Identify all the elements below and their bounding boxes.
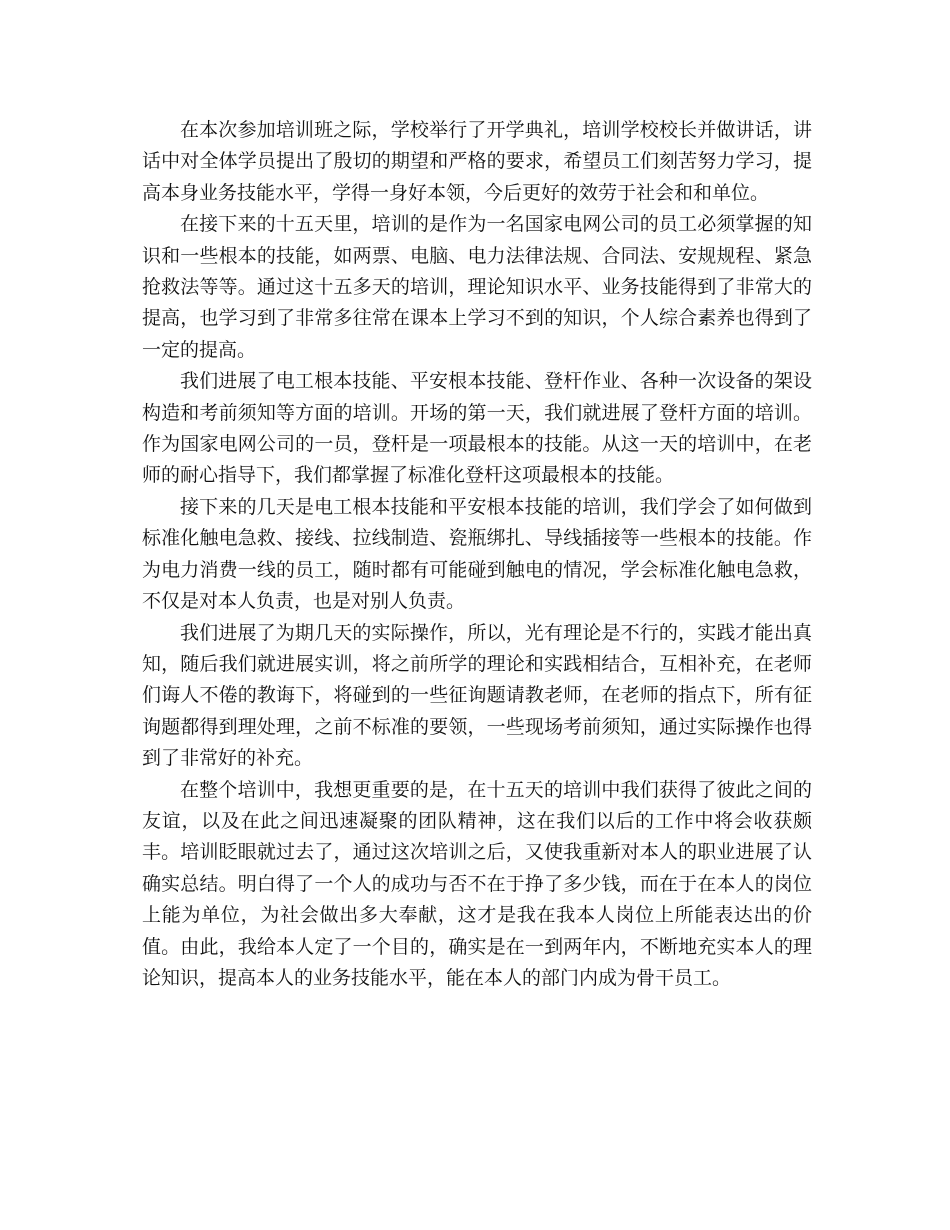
paragraph-basic-skills: 接下来的几天是电工根本技能和平安根本技能的培训，我们学会了如何做到标准化触电急救、接线、拉线制造、瓷瓶绑扎、导线插接等一些根本的技能。作为电力消费一线的员工，随时都有可能碰到触电的情况，学会标准化触电急救，不仅是对本人负责，也是对别人负责。: [142, 495, 812, 613]
paragraph-opening-ceremony: 在本次参加培训班之际，学校举行了开学典礼，培训学校校长并做讲话，讲话中对全体学员提出了殷切的期望和严格的要求，希望员工们刻苦努力学习，提高本身业务技能水平，学得一身好本领，今后更好的效劳于社会和和单位。: [142, 119, 812, 204]
paragraph-pole-climbing: 我们进展了电工根本技能、平安根本技能、登杆作业、各种一次设备的架设构造和考前须知等方面的培训。开场的第一天，我们就进展了登杆方面的培训。作为国家电网公司的一员，登杆是一项最根本的技能。从这一天的培训中，在老师的耐心指导下，我们都掌握了标准化登杆这项最根本的技能。: [142, 370, 812, 487]
paragraph-practical-operation: 我们进展了为期几天的实际操作，所以，光有理论是不行的，实践才能出真知，随后我们就进展实训，将之前所学的理论和实践相结合，互相补充，在老师们诲人不倦的教诲下，将碰到的一些征询题请教老师，在老师的指点下，所有征询题都得到理处理，之前不标准的要领，一些现场考前须知，通过实际操作也得到了非常好的补充。: [142, 621, 812, 770]
paragraph-fifteen-days: 在接下来的十五天里，培训的是作为一名国家电网公司的员工必须掌握的知识和一些根本的技能，如两票、电脑、电力法律法规、合同法、安规规程、紧急抢救法等等。通过这十五多天的培训，理论知识水平、业务技能得到了非常大的提高，也学习到了非常多往常在课本上学习不到的知识，个人综合素养也得到了一定的提高。: [142, 213, 812, 361]
document-body: [142, 115, 812, 994]
paragraph-conclusion: 在整个培训中，我想更重要的是，在十五天的培训中我们获得了彼此之间的友谊，以及在此之间迅速凝聚的团队精神，这在我们以后的工作中将会收获颇丰。培训眨眼就过去了，通过这次培训之后，又使我重新对本人的职业进展了认确实总结。明白得了一个人的成功与否不在于挣了多少钱，而在于在本人的岗位上能为单位，为社会做出多大奉献，这才是我在我本人岗位上所能表达出的价值。由此，我给本人定了一个目的，确实是在一到两年内，不断地充实本人的理论知识，提高本人的业务技能水平，能在本人的部门内成为骨干员工。: [142, 778, 812, 989]
